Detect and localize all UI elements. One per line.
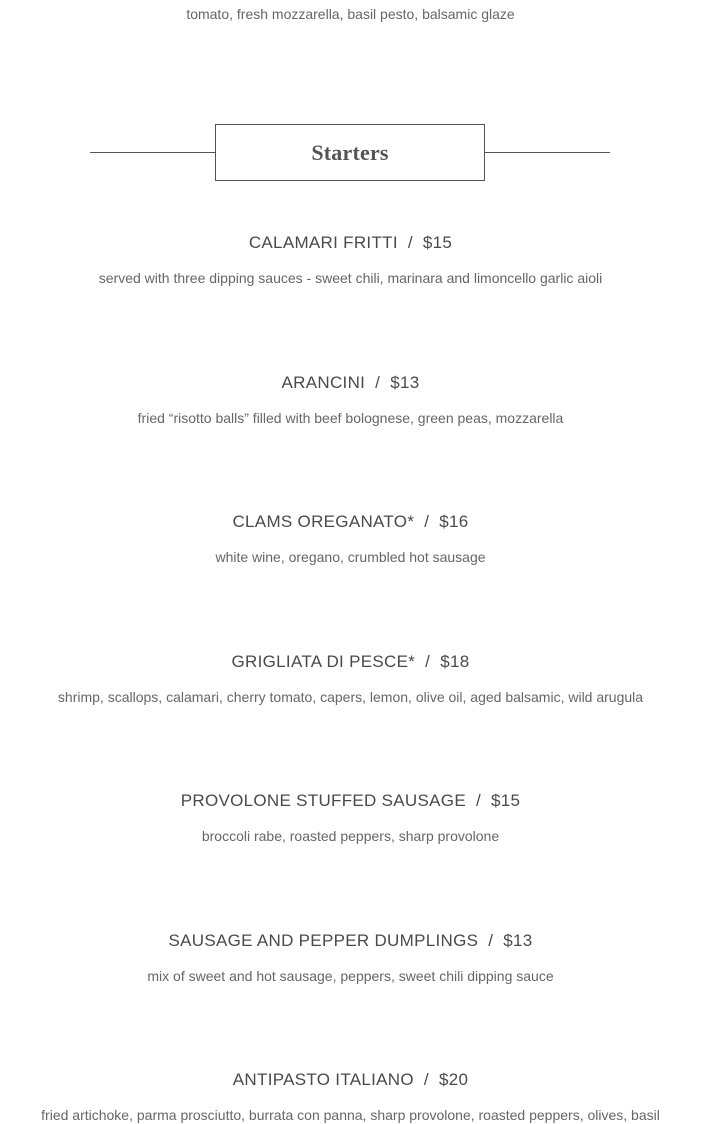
section-rule-right — [484, 152, 610, 153]
menu-item-price: $15 — [491, 791, 521, 810]
menu-item-description: served with three dipping sauces - sweet chili, marinara and limoncello garlic aioli — [98, 270, 603, 286]
section-title-box — [215, 124, 485, 181]
menu-item-name: GRIGLIATA DI PESCE* — [231, 652, 416, 671]
menu-item — [0, 232, 701, 287]
menu-item-name: ARANCINI — [281, 373, 366, 392]
menu-item-heading — [0, 930, 701, 952]
menu-item-separator: / — [375, 373, 381, 392]
menu-item-heading — [0, 511, 701, 533]
menu-item — [0, 372, 701, 427]
menu-item-name: CLAMS OREGANATO* — [232, 512, 415, 531]
menu-item-separator: / — [475, 791, 481, 810]
menu-item-price: $20 — [438, 1070, 469, 1089]
menu-item-description: mix of sweet and hot sausage, peppers, sweet chili dipping sauce — [147, 968, 554, 984]
menu-item-separator: / — [488, 931, 494, 950]
menu-item — [0, 930, 701, 985]
menu-item — [0, 790, 701, 845]
menu-item-name: SAUSAGE AND PEPPER DUMPLINGS — [168, 931, 479, 950]
menu-item-heading — [0, 790, 701, 812]
menu-item — [0, 1069, 701, 1124]
section-rule-left — [90, 152, 216, 153]
menu-item-price: $13 — [503, 931, 533, 950]
menu-item-name: ANTIPASTO ITALIANO — [232, 1070, 414, 1089]
menu-item-price: $15 — [422, 233, 453, 252]
previous-item-description: tomato, fresh mozzarella, basil pesto, balsamic glaze — [186, 6, 515, 22]
section-title: Starters — [311, 139, 389, 165]
menu-item-separator: / — [423, 1070, 429, 1089]
menu-item-name: PROVOLONE STUFFED SAUSAGE — [180, 791, 466, 810]
menu-item-price: $13 — [390, 373, 420, 392]
section-header — [0, 124, 701, 181]
menu-item-heading — [0, 232, 701, 254]
menu-item-heading — [0, 372, 701, 394]
menu-item-separator: / — [407, 233, 413, 252]
menu-item-description: fried “risotto balls” filled with beef bolognese, green peas, mozzarella — [137, 410, 564, 426]
menu-item-description: broccoli rabe, roasted peppers, sharp provolone — [201, 828, 500, 844]
menu-item-separator: / — [425, 652, 431, 671]
menu-item-price: $16 — [439, 512, 469, 531]
menu-item-name: CALAMARI FRITTI — [248, 233, 398, 252]
menu-item — [0, 651, 701, 706]
menu-item-description: fried artichoke, parma prosciutto, burrata con panna, sharp provolone, roasted peppers, olives, basil — [41, 1107, 660, 1123]
menu-item-heading — [0, 1069, 701, 1091]
menu-item-description: white wine, oregano, crumbled hot sausage — [215, 549, 486, 565]
menu-item-price: $18 — [440, 652, 470, 671]
menu-item-description: shrimp, scallops, calamari, cherry tomato, capers, lemon, olive oil, aged balsamic, wild arugula — [57, 689, 644, 705]
menu-item-separator: / — [424, 512, 430, 531]
menu-item-heading — [0, 651, 701, 673]
menu-item — [0, 511, 701, 566]
